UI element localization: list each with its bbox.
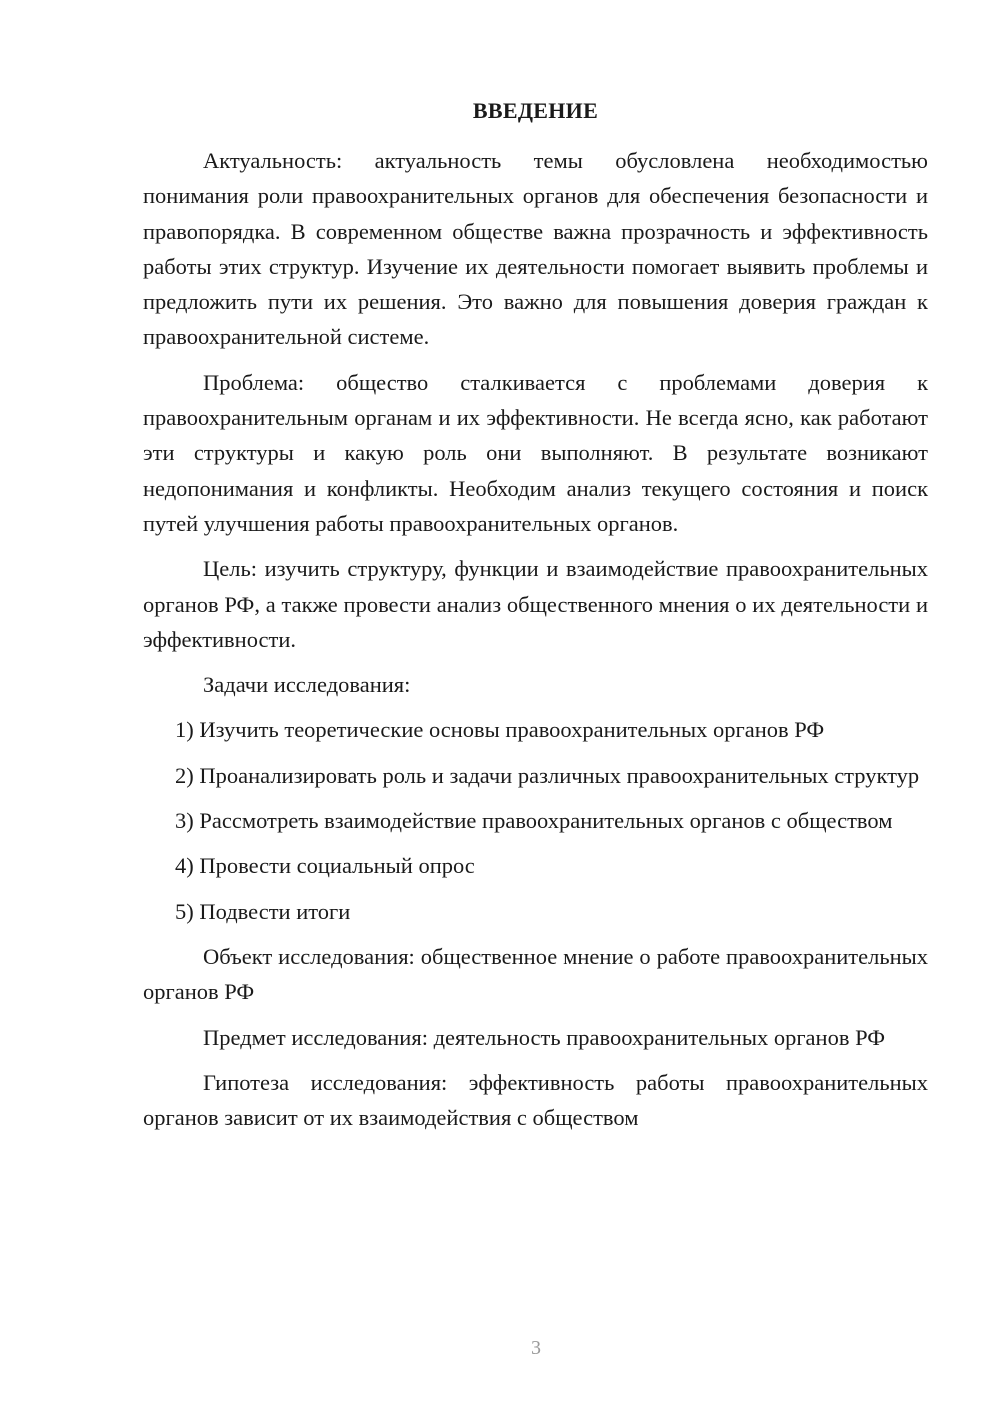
task-item-4: 4) Провести социальный опрос [175, 853, 475, 879]
task-item-2: 2) Проанализировать роль и задачи различных правоохранительных структур [175, 762, 920, 788]
paragraph-hypothesis: Гипотеза исследования: эффективность работы правоохранительных органов зависит от их взаимодействия с обществом [143, 1069, 928, 1131]
paragraph-subject: Предмет исследования: деятельность правоохранительных органов РФ [203, 1024, 885, 1050]
task-item-3: 3) Рассмотреть взаимодействие правоохранительных органов с обществом [175, 808, 893, 834]
task-item-5: 5) Подвести итоги [175, 898, 351, 924]
document-body [143, 143, 928, 1145]
section-title: ВВЕДЕНИЕ [472, 98, 599, 123]
tasks-heading: Задачи исследования: [203, 672, 411, 698]
page-number: 3 [531, 1337, 541, 1359]
task-item-1: 1) Изучить теоретические основы правоохранительных органов РФ [175, 717, 825, 743]
paragraph-problem: Проблема: общество сталкивается с проблемами доверия к правоохранительным органам и их эффективности. Не всегда ясно, как работают эти структуры и какую роль они выполняют. В результате возникают недопонимания и конфликты. Необходим анализ текущего состояния и поиск путей улучшения работы правоохранительных органов. [143, 369, 928, 536]
paragraph-object: Объект исследования: общественное мнение о работе правоохранительных органов РФ [143, 943, 928, 1005]
paragraph-relevance: Актуальность: актуальность темы обусловлена необходимостью понимания роли правоохранительных органов для обеспечения безопасности и правопорядка. В современном обществе важна прозрачность и эффективность работы этих структур. Изучение их деятельности помогает выявить проблемы и предложить пути их решения. Это важно для повышения доверия граждан к правоохранительной системе. [143, 148, 928, 350]
paragraph-goal: Цель: изучить структуру, функции и взаимодействие правоохранительных органов РФ, а также провести анализ общественного мнения о их деятельности и эффективности. [143, 556, 928, 652]
